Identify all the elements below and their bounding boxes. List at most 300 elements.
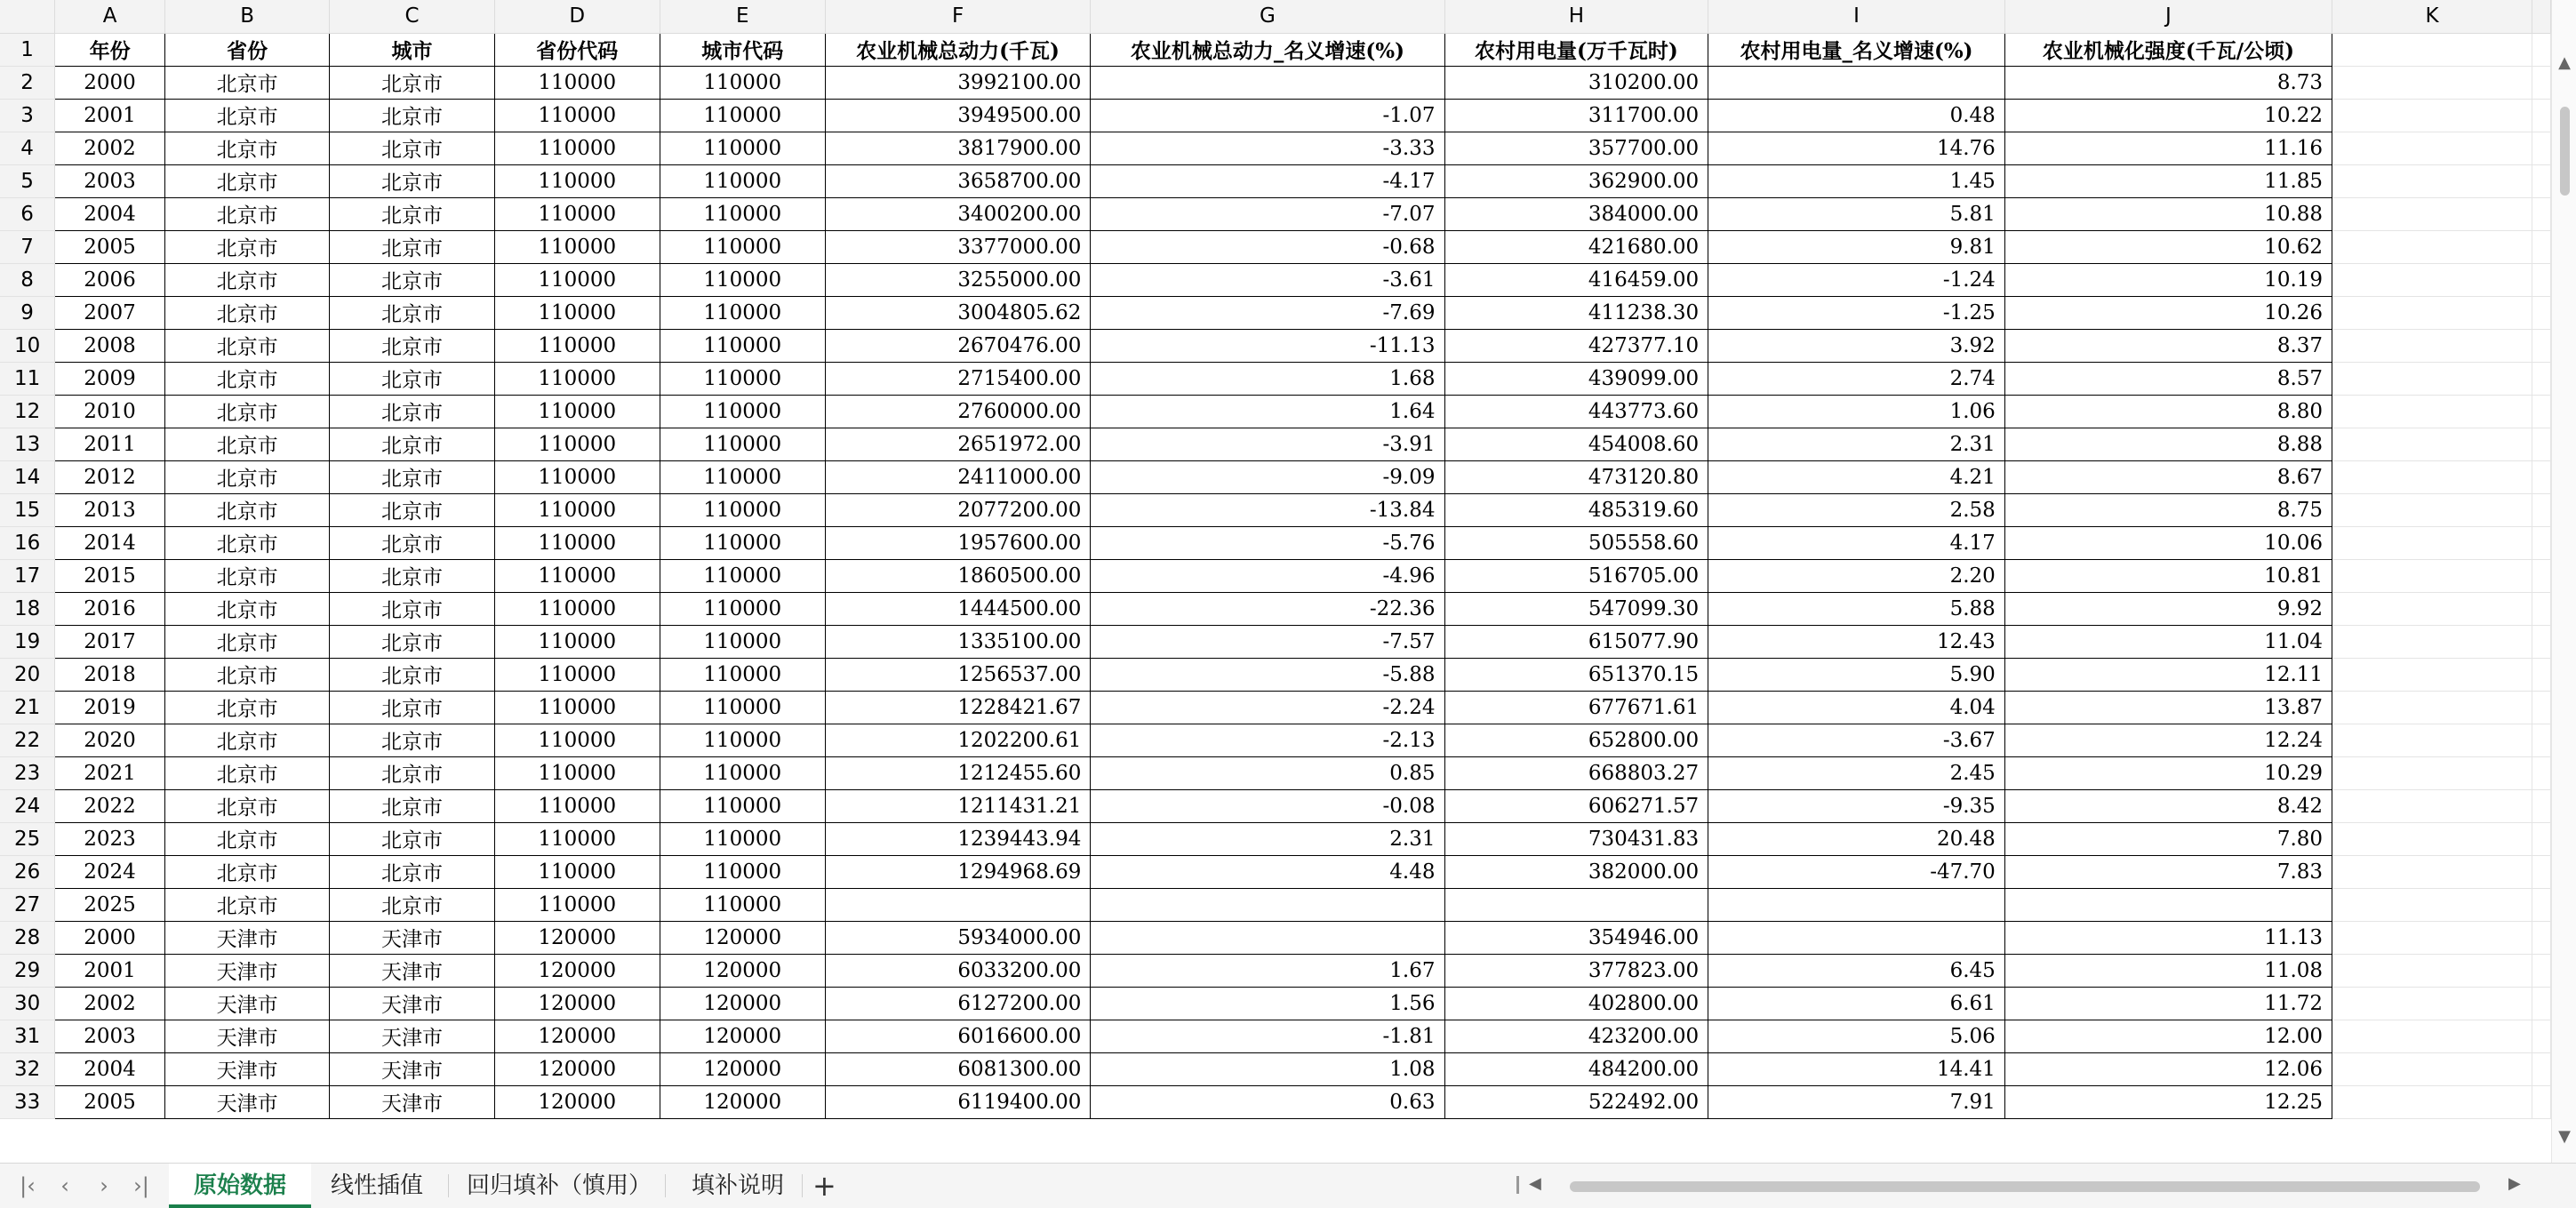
row-header[interactable]: 2 — [0, 66, 55, 99]
table-cell[interactable] — [1708, 888, 2005, 921]
table-cell[interactable]: 110000 — [494, 230, 660, 263]
table-cell[interactable]: -1.81 — [1091, 1020, 1444, 1052]
table-cell[interactable]: 2.74 — [1708, 362, 2005, 395]
table-cell[interactable]: 1.08 — [1091, 1052, 1444, 1085]
row-header[interactable]: 31 — [0, 1020, 55, 1052]
empty-cell[interactable] — [2332, 756, 2532, 789]
table-cell[interactable]: 110000 — [660, 559, 825, 592]
row-header[interactable]: 33 — [0, 1085, 55, 1118]
table-cell[interactable]: 3255000.00 — [825, 263, 1091, 296]
table-cell[interactable]: 2411000.00 — [825, 460, 1091, 493]
table-cell[interactable]: 天津市 — [164, 1020, 329, 1052]
table-cell[interactable]: 382000.00 — [1444, 855, 1708, 888]
header-cell[interactable]: 省份代码 — [494, 33, 660, 66]
row-header[interactable]: 22 — [0, 724, 55, 756]
empty-cell[interactable] — [2532, 1020, 2551, 1052]
empty-cell[interactable] — [2332, 132, 2532, 164]
table-cell[interactable]: 110000 — [660, 460, 825, 493]
table-cell[interactable]: 110000 — [494, 526, 660, 559]
table-cell[interactable]: 8.37 — [2004, 329, 2332, 362]
table-cell[interactable]: 2018 — [55, 658, 165, 691]
table-cell[interactable]: 110000 — [660, 888, 825, 921]
table-cell[interactable]: 2670476.00 — [825, 329, 1091, 362]
empty-cell[interactable] — [2532, 625, 2551, 658]
table-cell[interactable]: 天津市 — [330, 1020, 494, 1052]
table-cell[interactable]: 北京市 — [164, 526, 329, 559]
table-cell[interactable]: -0.08 — [1091, 789, 1444, 822]
table-cell[interactable]: -5.88 — [1091, 658, 1444, 691]
table-cell[interactable]: 7.91 — [1708, 1085, 2005, 1118]
column-header-empty[interactable] — [2532, 0, 2551, 33]
table-cell[interactable]: 110000 — [660, 197, 825, 230]
table-cell[interactable]: 2002 — [55, 132, 165, 164]
table-cell[interactable]: 14.76 — [1708, 132, 2005, 164]
table-cell[interactable]: 2.45 — [1708, 756, 2005, 789]
table-cell[interactable]: 2651972.00 — [825, 428, 1091, 460]
table-cell[interactable]: -7.57 — [1091, 625, 1444, 658]
table-cell[interactable]: 10.22 — [2004, 99, 2332, 132]
table-cell[interactable]: 110000 — [494, 855, 660, 888]
table-cell[interactable]: -3.67 — [1708, 724, 2005, 756]
table-cell[interactable]: 北京市 — [330, 855, 494, 888]
table-cell[interactable]: 2022 — [55, 789, 165, 822]
row-header[interactable]: 10 — [0, 329, 55, 362]
table-cell[interactable]: 110000 — [660, 855, 825, 888]
table-cell[interactable]: 10.81 — [2004, 559, 2332, 592]
empty-cell[interactable] — [2532, 921, 2551, 954]
table-cell[interactable]: 310200.00 — [1444, 66, 1708, 99]
select-all-corner[interactable] — [0, 0, 55, 33]
table-cell[interactable]: 120000 — [494, 1052, 660, 1085]
header-cell[interactable]: 农业机械化强度(千瓦/公顷) — [2004, 33, 2332, 66]
empty-cell[interactable] — [2532, 888, 2551, 921]
table-cell[interactable]: 北京市 — [164, 362, 329, 395]
empty-cell[interactable] — [2332, 230, 2532, 263]
header-cell[interactable]: 农业机械总动力_名义增速(%) — [1091, 33, 1444, 66]
table-cell[interactable]: 5934000.00 — [825, 921, 1091, 954]
table-cell[interactable]: 2008 — [55, 329, 165, 362]
table-cell[interactable]: -3.61 — [1091, 263, 1444, 296]
table-cell[interactable]: 11.04 — [2004, 625, 2332, 658]
table-cell[interactable] — [1444, 888, 1708, 921]
table-cell[interactable]: 北京市 — [330, 428, 494, 460]
table-cell[interactable]: 北京市 — [164, 855, 329, 888]
table-cell[interactable]: 110000 — [660, 66, 825, 99]
table-cell[interactable]: 110000 — [660, 263, 825, 296]
table-cell[interactable]: 110000 — [494, 197, 660, 230]
table-cell[interactable]: -1.24 — [1708, 263, 2005, 296]
table-cell[interactable]: 北京市 — [330, 395, 494, 428]
empty-cell[interactable] — [2332, 822, 2532, 855]
table-cell[interactable] — [1708, 921, 2005, 954]
table-cell[interactable]: 110000 — [660, 789, 825, 822]
empty-cell[interactable] — [2532, 855, 2551, 888]
table-cell[interactable]: 北京市 — [164, 691, 329, 724]
table-cell[interactable]: 8.42 — [2004, 789, 2332, 822]
empty-cell[interactable] — [2532, 724, 2551, 756]
table-cell[interactable]: 516705.00 — [1444, 559, 1708, 592]
table-cell[interactable]: 12.43 — [1708, 625, 2005, 658]
table-cell[interactable]: 110000 — [660, 592, 825, 625]
table-cell[interactable]: 2005 — [55, 1085, 165, 1118]
table-cell[interactable]: 311700.00 — [1444, 99, 1708, 132]
table-cell[interactable]: 1202200.61 — [825, 724, 1091, 756]
table-cell[interactable]: 1860500.00 — [825, 559, 1091, 592]
table-cell[interactable]: 2077200.00 — [825, 493, 1091, 526]
empty-cell[interactable] — [2532, 559, 2551, 592]
table-cell[interactable]: 6033200.00 — [825, 954, 1091, 987]
column-header-c[interactable]: C — [330, 0, 494, 33]
column-header-e[interactable]: E — [660, 0, 825, 33]
table-cell[interactable]: 北京市 — [164, 395, 329, 428]
table-cell[interactable]: 北京市 — [164, 263, 329, 296]
empty-cell[interactable] — [2332, 888, 2532, 921]
table-cell[interactable]: 357700.00 — [1444, 132, 1708, 164]
empty-cell[interactable] — [2532, 658, 2551, 691]
table-cell[interactable]: 北京市 — [330, 756, 494, 789]
table-cell[interactable]: 110000 — [660, 164, 825, 197]
table-cell[interactable]: 6.45 — [1708, 954, 2005, 987]
table-cell[interactable]: 北京市 — [330, 493, 494, 526]
table-cell[interactable]: 421680.00 — [1444, 230, 1708, 263]
table-cell[interactable]: 北京市 — [330, 658, 494, 691]
table-cell[interactable]: 8.75 — [2004, 493, 2332, 526]
table-cell[interactable]: 4.48 — [1091, 855, 1444, 888]
table-cell[interactable]: 11.13 — [2004, 921, 2332, 954]
table-cell[interactable]: 362900.00 — [1444, 164, 1708, 197]
table-cell[interactable]: 1211431.21 — [825, 789, 1091, 822]
row-header[interactable]: 14 — [0, 460, 55, 493]
table-cell[interactable]: 1.67 — [1091, 954, 1444, 987]
table-cell[interactable]: 110000 — [494, 724, 660, 756]
scroll-right-icon[interactable]: ▶ — [2508, 1174, 2521, 1193]
table-cell[interactable]: 北京市 — [330, 625, 494, 658]
column-header-k[interactable]: K — [2332, 0, 2532, 33]
table-cell[interactable]: 北京市 — [330, 197, 494, 230]
empty-cell[interactable] — [2332, 954, 2532, 987]
table-cell[interactable]: 110000 — [494, 625, 660, 658]
table-cell[interactable]: 1256537.00 — [825, 658, 1091, 691]
table-cell[interactable]: 2010 — [55, 395, 165, 428]
table-cell[interactable]: 120000 — [660, 954, 825, 987]
table-cell[interactable]: 439099.00 — [1444, 362, 1708, 395]
table-cell[interactable]: 2025 — [55, 888, 165, 921]
scroll-up-icon[interactable]: ▲ — [2558, 53, 2571, 72]
empty-cell[interactable] — [2332, 625, 2532, 658]
table-cell[interactable]: 110000 — [660, 822, 825, 855]
vertical-scrollbar[interactable] — [2551, 0, 2576, 1163]
table-cell[interactable]: 1.64 — [1091, 395, 1444, 428]
prev-sheet-icon[interactable]: ‹ — [60, 1173, 69, 1198]
header-cell[interactable]: 农村用电量(万千瓦时) — [1444, 33, 1708, 66]
table-cell[interactable]: 2013 — [55, 493, 165, 526]
row-header[interactable]: 25 — [0, 822, 55, 855]
scroll-down-icon[interactable]: ▼ — [2558, 1127, 2571, 1146]
header-cell[interactable]: 农村用电量_名义增速(%) — [1708, 33, 2005, 66]
table-cell[interactable]: 2001 — [55, 954, 165, 987]
table-cell[interactable]: 110000 — [494, 164, 660, 197]
tab-raw-data[interactable]: 原始数据 — [169, 1164, 311, 1208]
empty-cell[interactable] — [2332, 855, 2532, 888]
empty-cell[interactable] — [2332, 99, 2532, 132]
table-cell[interactable]: 北京市 — [330, 263, 494, 296]
table-cell[interactable]: 1.06 — [1708, 395, 2005, 428]
empty-cell[interactable] — [2532, 230, 2551, 263]
table-cell[interactable]: 北京市 — [164, 197, 329, 230]
table-cell[interactable]: 天津市 — [330, 921, 494, 954]
table-cell[interactable]: 天津市 — [164, 1052, 329, 1085]
table-cell[interactable]: 2004 — [55, 197, 165, 230]
table-cell[interactable]: 110000 — [660, 691, 825, 724]
table-cell[interactable]: 110000 — [494, 395, 660, 428]
table-cell[interactable]: 北京市 — [330, 132, 494, 164]
horizontal-scroll-thumb[interactable] — [1570, 1181, 2480, 1192]
table-cell[interactable]: -2.13 — [1091, 724, 1444, 756]
table-cell[interactable]: 2004 — [55, 1052, 165, 1085]
empty-cell[interactable] — [2532, 954, 2551, 987]
table-cell[interactable]: 3400200.00 — [825, 197, 1091, 230]
table-cell[interactable]: -3.33 — [1091, 132, 1444, 164]
table-cell[interactable]: 1.68 — [1091, 362, 1444, 395]
table-cell[interactable]: 北京市 — [330, 460, 494, 493]
row-header[interactable]: 9 — [0, 296, 55, 329]
table-cell[interactable]: 北京市 — [330, 99, 494, 132]
table-cell[interactable]: 3949500.00 — [825, 99, 1091, 132]
empty-cell[interactable] — [2332, 691, 2532, 724]
header-cell[interactable]: 城市 — [330, 33, 494, 66]
table-cell[interactable]: 110000 — [660, 756, 825, 789]
table-cell[interactable]: 北京市 — [164, 329, 329, 362]
table-cell[interactable]: 2715400.00 — [825, 362, 1091, 395]
table-cell[interactable]: 652800.00 — [1444, 724, 1708, 756]
table-cell[interactable]: 12.24 — [2004, 724, 2332, 756]
table-cell[interactable]: 北京市 — [164, 789, 329, 822]
add-sheet-button[interactable]: + — [812, 1169, 836, 1203]
table-cell[interactable]: 北京市 — [164, 822, 329, 855]
table-cell[interactable]: 北京市 — [330, 592, 494, 625]
table-cell[interactable]: 110000 — [494, 493, 660, 526]
table-cell[interactable]: 5.81 — [1708, 197, 2005, 230]
table-cell[interactable]: 110000 — [494, 888, 660, 921]
column-header-j[interactable]: J — [2004, 0, 2332, 33]
empty-cell[interactable] — [2332, 296, 2532, 329]
table-cell[interactable]: 6081300.00 — [825, 1052, 1091, 1085]
table-cell[interactable]: 北京市 — [164, 230, 329, 263]
table-cell[interactable]: 2003 — [55, 164, 165, 197]
table-cell[interactable]: 110000 — [660, 625, 825, 658]
table-cell[interactable]: 423200.00 — [1444, 1020, 1708, 1052]
table-cell[interactable]: 443773.60 — [1444, 395, 1708, 428]
table-cell[interactable]: -9.09 — [1091, 460, 1444, 493]
table-cell[interactable]: 北京市 — [164, 460, 329, 493]
empty-cell[interactable] — [2332, 66, 2532, 99]
table-cell[interactable]: 110000 — [660, 428, 825, 460]
table-cell[interactable]: 485319.60 — [1444, 493, 1708, 526]
table-cell[interactable]: 411238.30 — [1444, 296, 1708, 329]
table-cell[interactable]: 110000 — [660, 296, 825, 329]
table-cell[interactable]: 1212455.60 — [825, 756, 1091, 789]
table-cell[interactable]: 8.57 — [2004, 362, 2332, 395]
table-cell[interactable]: 1294968.69 — [825, 855, 1091, 888]
table-cell[interactable]: 北京市 — [164, 592, 329, 625]
empty-cell[interactable] — [2332, 724, 2532, 756]
empty-cell[interactable] — [2532, 164, 2551, 197]
empty-cell[interactable] — [2532, 296, 2551, 329]
table-cell[interactable]: 3817900.00 — [825, 132, 1091, 164]
table-cell[interactable]: 110000 — [660, 362, 825, 395]
table-cell[interactable]: 416459.00 — [1444, 263, 1708, 296]
table-cell[interactable]: 110000 — [660, 724, 825, 756]
table-cell[interactable]: -11.13 — [1091, 329, 1444, 362]
table-cell[interactable]: 110000 — [494, 592, 660, 625]
empty-cell[interactable] — [2532, 691, 2551, 724]
empty-cell[interactable] — [2532, 329, 2551, 362]
table-cell[interactable]: 120000 — [660, 1020, 825, 1052]
row-header[interactable]: 6 — [0, 197, 55, 230]
table-cell[interactable]: -4.96 — [1091, 559, 1444, 592]
table-cell[interactable]: 12.25 — [2004, 1085, 2332, 1118]
table-cell[interactable]: 北京市 — [330, 329, 494, 362]
table-cell[interactable]: 北京市 — [164, 625, 329, 658]
table-cell[interactable]: 5.06 — [1708, 1020, 2005, 1052]
table-cell[interactable]: 2.58 — [1708, 493, 2005, 526]
table-cell[interactable]: 北京市 — [330, 164, 494, 197]
first-sheet-icon[interactable]: |‹ — [20, 1173, 36, 1198]
table-cell[interactable] — [1708, 66, 2005, 99]
table-cell[interactable]: 110000 — [660, 132, 825, 164]
empty-cell[interactable] — [2532, 987, 2551, 1020]
table-cell[interactable]: 2009 — [55, 362, 165, 395]
column-header-d[interactable]: D — [494, 0, 660, 33]
table-cell[interactable]: 606271.57 — [1444, 789, 1708, 822]
last-sheet-icon[interactable]: ›| — [133, 1173, 149, 1198]
table-cell[interactable]: 8.67 — [2004, 460, 2332, 493]
empty-cell[interactable] — [2532, 66, 2551, 99]
table-cell[interactable]: 110000 — [494, 329, 660, 362]
table-cell[interactable]: 3377000.00 — [825, 230, 1091, 263]
table-cell[interactable]: 615077.90 — [1444, 625, 1708, 658]
table-cell[interactable]: 110000 — [494, 658, 660, 691]
table-cell[interactable]: 120000 — [660, 987, 825, 1020]
empty-cell[interactable] — [2532, 822, 2551, 855]
table-cell[interactable]: 110000 — [660, 658, 825, 691]
table-cell[interactable]: 2023 — [55, 822, 165, 855]
table-cell[interactable]: 2019 — [55, 691, 165, 724]
empty-cell[interactable] — [2532, 362, 2551, 395]
table-cell[interactable]: 0.63 — [1091, 1085, 1444, 1118]
table-cell[interactable]: 9.92 — [2004, 592, 2332, 625]
empty-cell[interactable] — [2532, 395, 2551, 428]
empty-cell[interactable] — [2532, 592, 2551, 625]
table-cell[interactable]: 4.21 — [1708, 460, 2005, 493]
table-cell[interactable]: 6127200.00 — [825, 987, 1091, 1020]
row-header[interactable]: 8 — [0, 263, 55, 296]
table-cell[interactable]: 10.06 — [2004, 526, 2332, 559]
row-header[interactable]: 7 — [0, 230, 55, 263]
table-cell[interactable]: 522492.00 — [1444, 1085, 1708, 1118]
table-cell[interactable]: 天津市 — [330, 987, 494, 1020]
table-cell[interactable]: 2012 — [55, 460, 165, 493]
table-cell[interactable]: 10.19 — [2004, 263, 2332, 296]
table-cell[interactable]: 11.16 — [2004, 132, 2332, 164]
table-cell[interactable]: 北京市 — [164, 296, 329, 329]
table-cell[interactable]: 10.29 — [2004, 756, 2332, 789]
table-cell[interactable]: 2.20 — [1708, 559, 2005, 592]
empty-cell[interactable] — [2332, 921, 2532, 954]
table-cell[interactable]: -7.69 — [1091, 296, 1444, 329]
empty-cell[interactable] — [2332, 263, 2532, 296]
table-cell[interactable]: 12.11 — [2004, 658, 2332, 691]
table-cell[interactable]: -9.35 — [1708, 789, 2005, 822]
table-cell[interactable]: 北京市 — [330, 691, 494, 724]
table-cell[interactable]: 北京市 — [164, 658, 329, 691]
empty-cell[interactable] — [2332, 329, 2532, 362]
row-header[interactable]: 4 — [0, 132, 55, 164]
table-cell[interactable] — [825, 888, 1091, 921]
table-cell[interactable]: 120000 — [660, 1052, 825, 1085]
table-cell[interactable]: -0.68 — [1091, 230, 1444, 263]
empty-cell[interactable] — [2332, 1020, 2532, 1052]
row-header[interactable]: 5 — [0, 164, 55, 197]
row-header[interactable]: 16 — [0, 526, 55, 559]
table-cell[interactable]: 北京市 — [164, 99, 329, 132]
table-cell[interactable]: 8.88 — [2004, 428, 2332, 460]
table-cell[interactable]: 北京市 — [330, 822, 494, 855]
row-header[interactable]: 24 — [0, 789, 55, 822]
table-cell[interactable]: 110000 — [494, 428, 660, 460]
scroll-left-icon[interactable]: ◀ — [1529, 1174, 1541, 1193]
table-cell[interactable]: -4.17 — [1091, 164, 1444, 197]
table-cell[interactable]: 北京市 — [330, 724, 494, 756]
row-header[interactable]: 3 — [0, 99, 55, 132]
tab-linear-interpolation[interactable]: 线性插值 — [331, 1172, 424, 1199]
table-cell[interactable]: 110000 — [660, 493, 825, 526]
table-cell[interactable]: 2000 — [55, 66, 165, 99]
table-cell[interactable]: 730431.83 — [1444, 822, 1708, 855]
empty-cell[interactable] — [2332, 789, 2532, 822]
table-cell[interactable]: 2016 — [55, 592, 165, 625]
table-cell[interactable]: 2002 — [55, 987, 165, 1020]
table-cell[interactable]: 20.48 — [1708, 822, 2005, 855]
table-cell[interactable]: 110000 — [494, 132, 660, 164]
table-cell[interactable] — [1091, 921, 1444, 954]
empty-cell[interactable] — [2332, 197, 2532, 230]
table-cell[interactable]: 110000 — [494, 263, 660, 296]
table-cell[interactable]: 1239443.94 — [825, 822, 1091, 855]
empty-cell[interactable] — [2332, 395, 2532, 428]
row-header[interactable]: 27 — [0, 888, 55, 921]
vertical-scroll-thumb[interactable] — [2560, 107, 2570, 196]
table-cell[interactable]: 110000 — [660, 526, 825, 559]
table-cell[interactable]: 110000 — [660, 99, 825, 132]
empty-cell[interactable] — [2532, 526, 2551, 559]
row-header[interactable]: 11 — [0, 362, 55, 395]
table-cell[interactable]: 8.73 — [2004, 66, 2332, 99]
table-cell[interactable]: 13.87 — [2004, 691, 2332, 724]
table-cell[interactable]: 120000 — [494, 954, 660, 987]
table-cell[interactable]: -22.36 — [1091, 592, 1444, 625]
table-cell[interactable]: 505558.60 — [1444, 526, 1708, 559]
table-cell[interactable] — [2004, 888, 2332, 921]
header-cell[interactable]: 年份 — [55, 33, 165, 66]
table-cell[interactable]: 北京市 — [330, 789, 494, 822]
table-cell[interactable]: -2.24 — [1091, 691, 1444, 724]
table-cell[interactable]: 110000 — [494, 559, 660, 592]
column-header-b[interactable]: B — [164, 0, 329, 33]
table-cell[interactable]: 4.04 — [1708, 691, 2005, 724]
table-cell[interactable]: -5.76 — [1091, 526, 1444, 559]
table-cell[interactable]: 110000 — [494, 460, 660, 493]
